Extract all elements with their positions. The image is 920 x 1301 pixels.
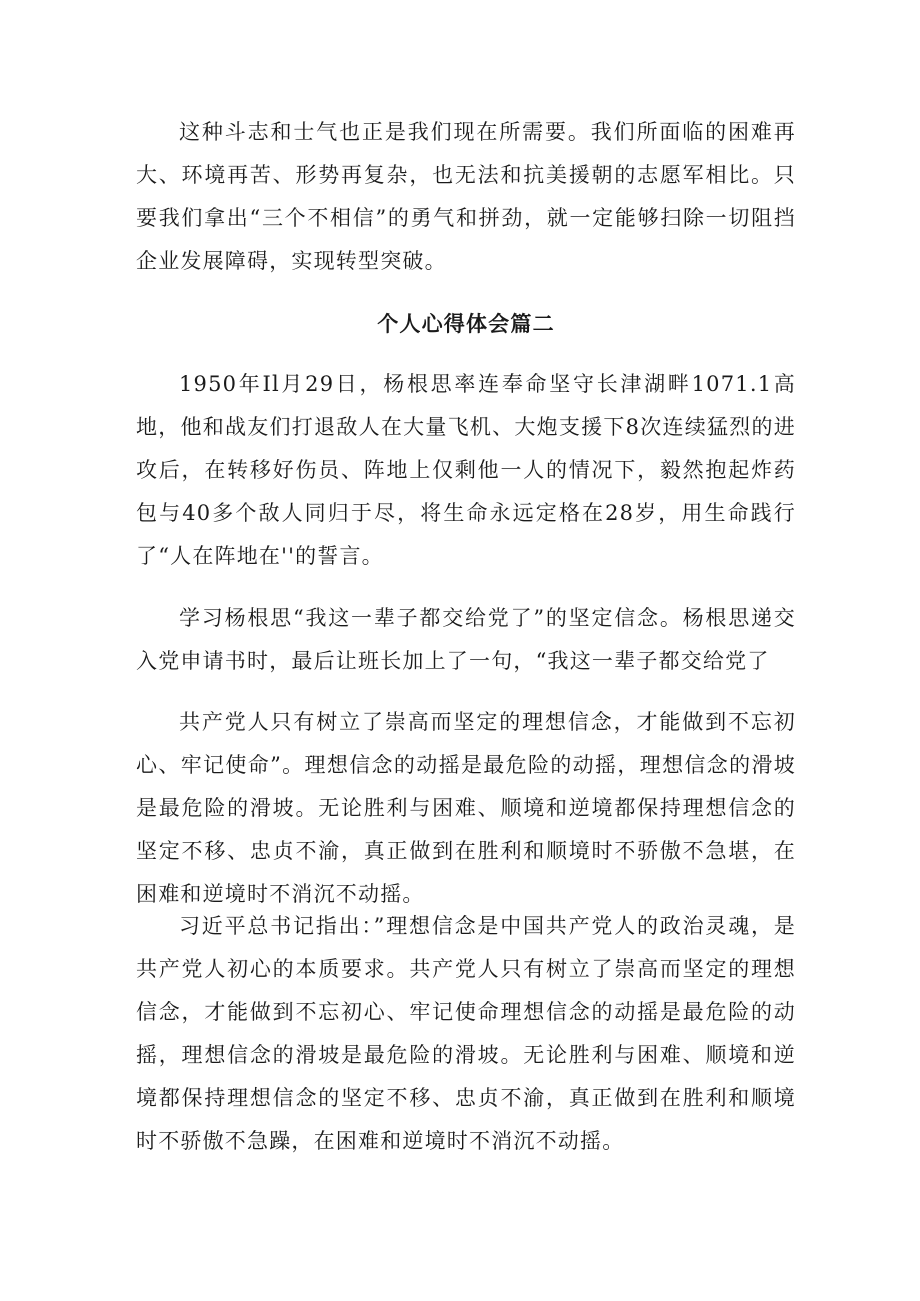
paragraph-ideals: 共产党人只有树立了崇高而坚定的理想信念，才能做到不忘初心、牢记使命”。理想信念的动摇是最危险的动摇，理想信念的滑坡是最危险的滑坡。无论胜利与困难、顺境和逆境都保持理想信念的坚定不移、忠贞不渝，真正做到在胜利和顺境时不骄傲不急堪，在困难和逆境时不消沉不动摇。 (136, 710, 796, 906)
section-heading: 个人心得体会篇二 (377, 311, 555, 336)
paragraph-yang-gensi-battle: 1950年Il月29日，杨根思率连奉命坚守长津湖畔1071.1高地，他和战友们打退敌人在大量飞机、大炮支援下8次连续猛烈的进攻后，在转移好伤员、阵地上仅剩他一人的情况下，毅然抱起炸药包与40多个敌人同归于尽，将生命永远定格在28岁，用生命践行了“人在阵地在''的誓言。 (136, 372, 796, 568)
paragraph-morale: 这种斗志和士气也正是我们现在所需要。我们所面临的困难再大、环境再苦、形势再复杂，也无法和抗美援朝的志愿军相比。只要我们拿出“三个不相信”的勇气和拼劲，就一定能够扫除一切阻挡企业发展障碍，实现转型突破。 (136, 120, 796, 273)
paragraph-belief: 学习杨根思“我这一辈子都交给党了”的坚定信念。杨根思递交入党申请书时，最后让班长加上了一句，“我这一辈子都交给党了 (136, 606, 796, 673)
paragraph-xi-quote: 习近平总书记指出：”理想信念是中国共产党人的政治灵魂，是共产党人初心的本质要求。共产党人只有树立了崇高而坚定的理想信念，才能做到不忘初心、牢记使命理想信念的动摇是最危险的动摇，理想信念的滑坡是最危险的滑坡。无论胜利与困难、顺境和逆境都保持理想信念的坚定不移、忠贞不渝，真正做到在胜利和顺境时不骄傲不急躁，在困难和逆境时不消沉不动摇。 (136, 914, 796, 1153)
